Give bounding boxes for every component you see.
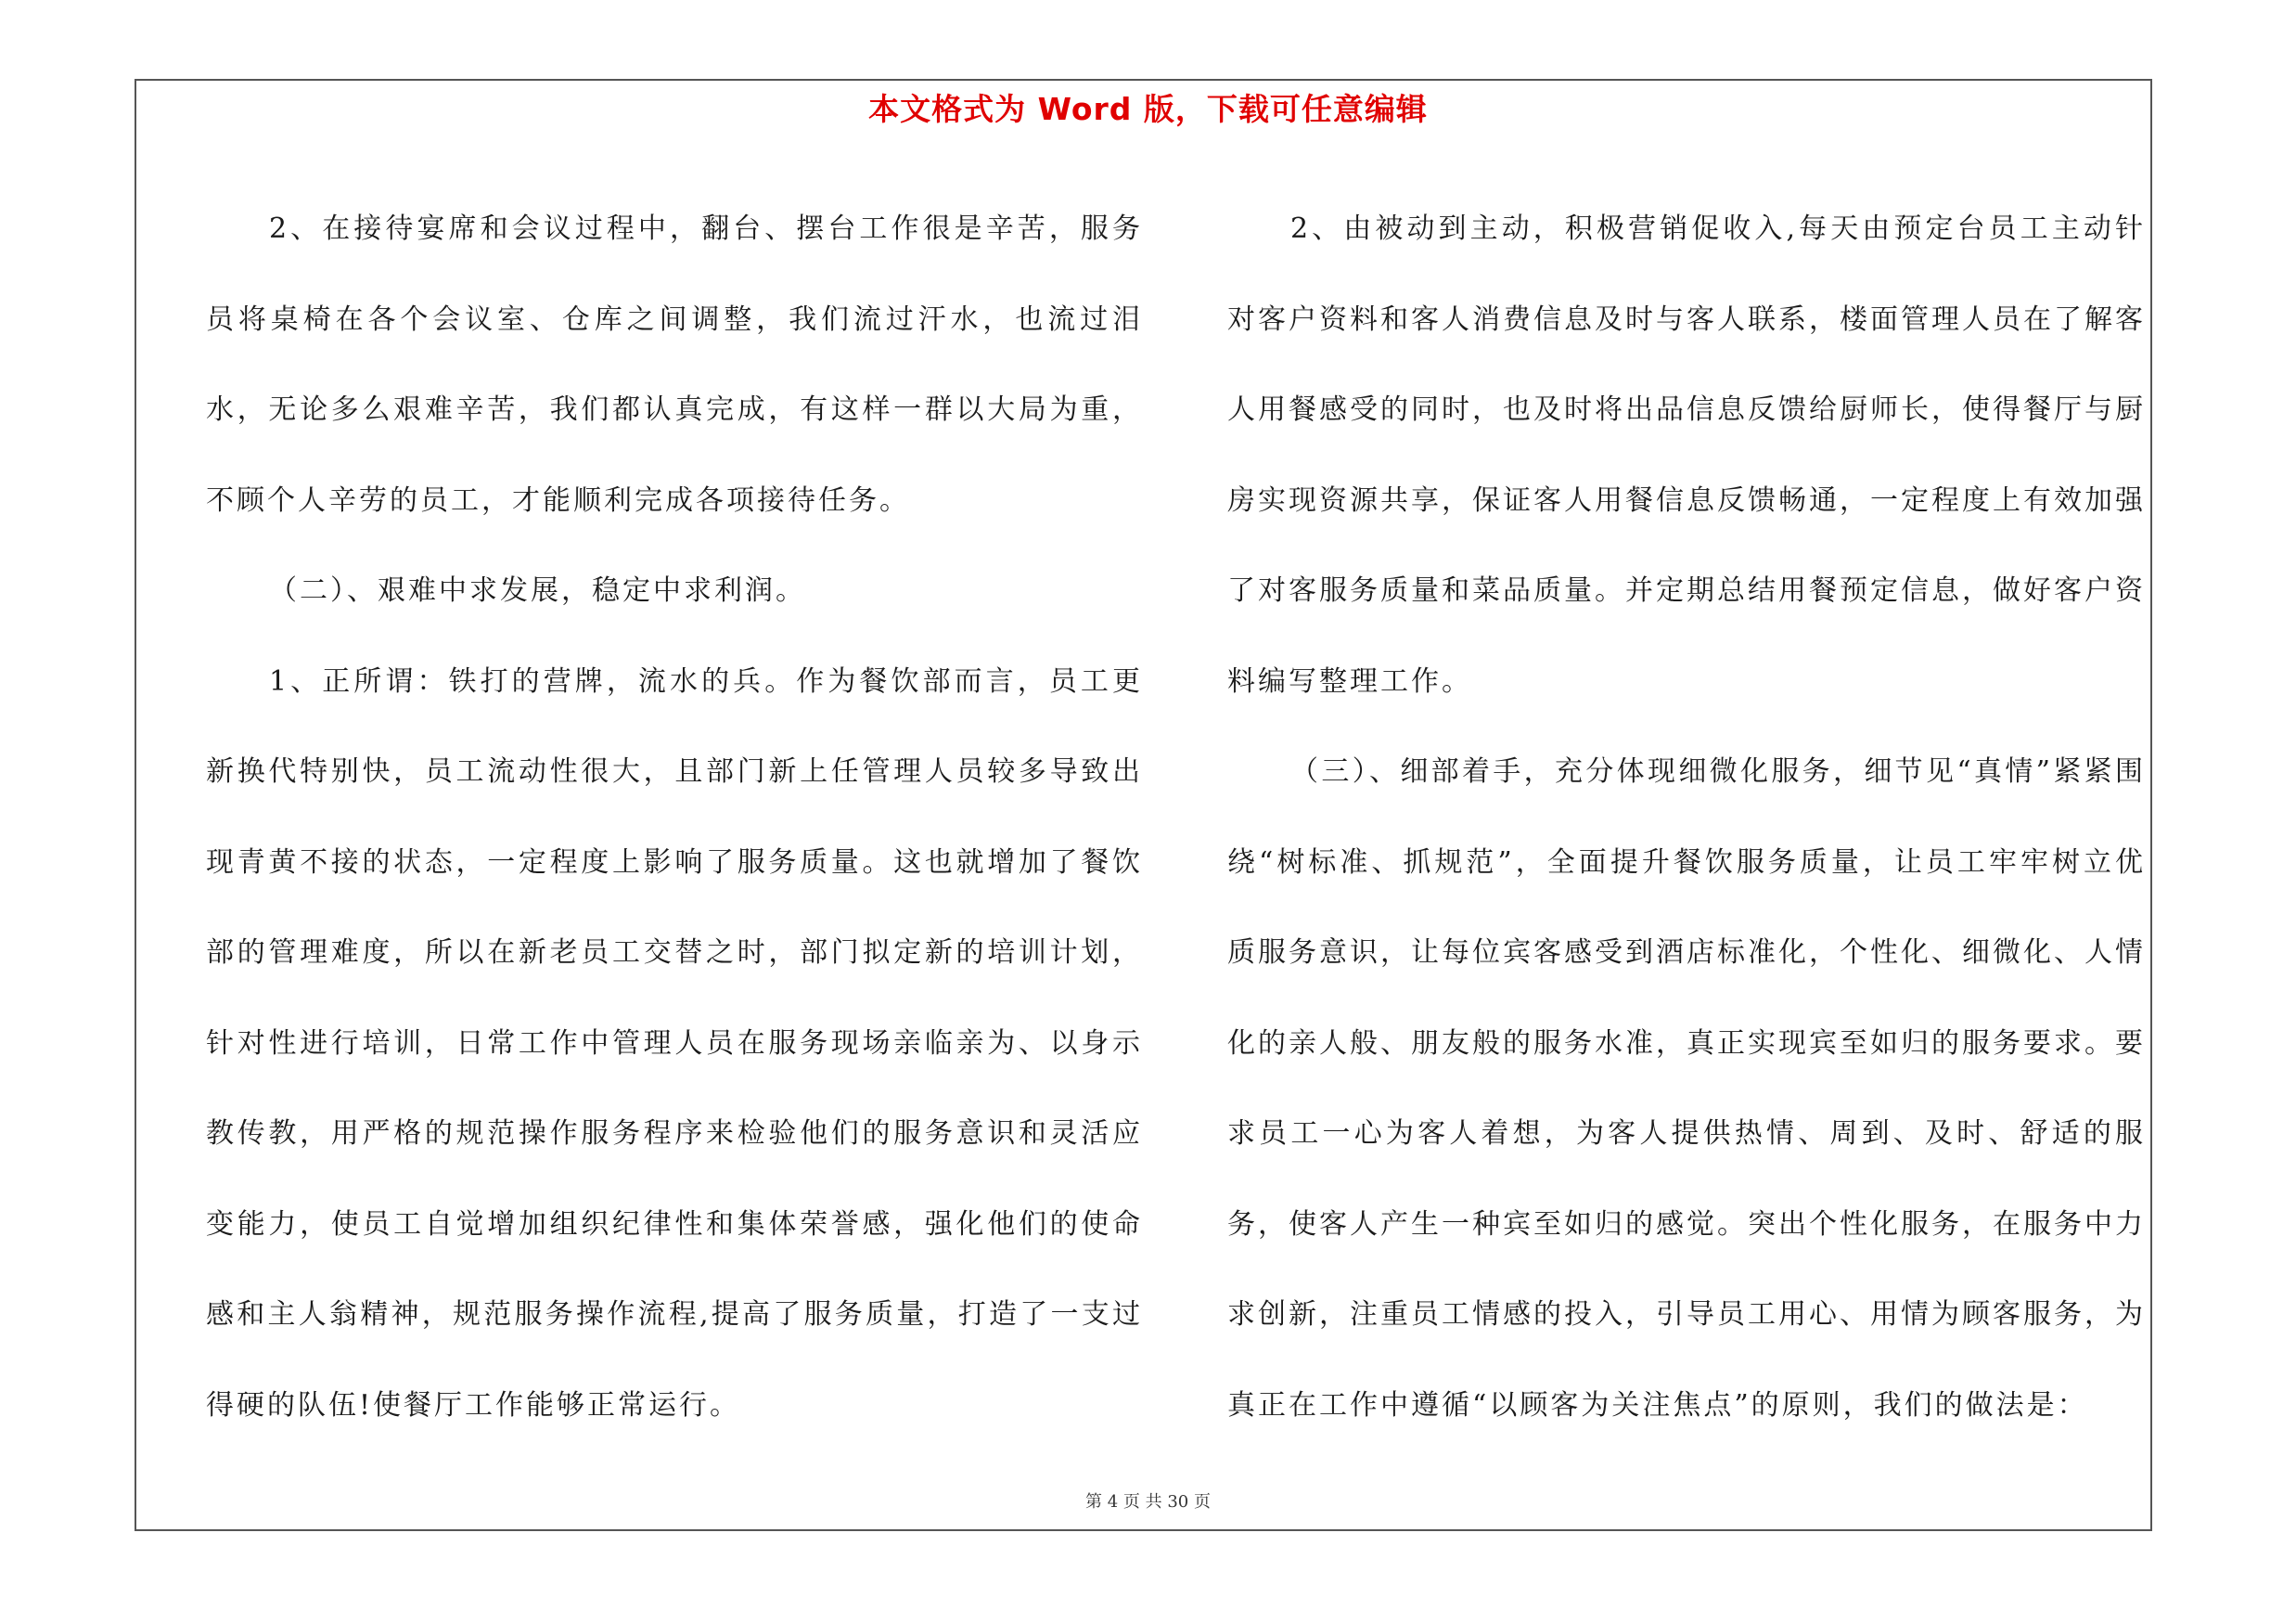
section-heading-development: （二）、艰难中求发展，稳定中求利润。 (269, 574, 806, 607)
document-header-notice: 本文格式为 Word 版，下载可任意编辑 (868, 91, 1428, 127)
left-text-column (206, 184, 1143, 1450)
right-text-column (1227, 184, 2146, 1450)
paragraph-reception-work: 2、在接待宴席和会议过程中，翻台、摆台工作很是辛苦，服务员将桌椅在各个会议室、仓库之间调整，我们流过汗水，也流过泪水，无论多么艰难辛苦，我们都认真完成，有这样一群以大局为重，不顾个人辛劳的员工，才能顺利完成各项接待任务。 (206, 213, 1143, 517)
page-number-footer: 第 4 页 共 30 页 (1085, 1492, 1211, 1512)
paragraph-detailed-service: （三）、细部着手，充分体现细微化服务，细节见“真情”紧紧围绕“树标准、抓规范”，全面提升餐饮服务质量，让员工牢牢树立优质服务意识，让每位宾客感受到酒店标准化，个性化、细微化、人情化的亲人般、朋友般的服务水准，真正实现宾至如归的服务要求。要求员工一心为客人着想，为客人提供热情、周到、及时、舒适的服务，使客人产生一种宾至如归的感觉。突出个性化服务，在服务中力求创新，注重员工情感的投入，引导员工用心、用情为顾客服务，为真正在工作中遵循“以顾客为关注焦点”的原则，我们的做法是： (1227, 755, 2146, 1422)
paragraph-staff-training: 1、正所谓：铁打的营牌，流水的兵。作为餐饮部而言，员工更新换代特别快，员工流动性很大，且部门新上任管理人员较多导致出现青黄不接的状态，一定程度上影响了服务质量。这也就增加了餐饮部的管理难度，所以在新老员工交替之时，部门拟定新的培训计划，针对性进行培训，日常工作中管理人员在服务现场亲临亲为、以身示教传教，用严格的规范操作服务程序来检验他们的服务意识和灵活应变能力，使员工自觉增加组织纪律性和集体荣誉感，强化他们的使命感和主人翁精神，规范服务操作流程,提高了服务质量，打造了一支过得硬的队伍!使餐厅工作能够正常运行。 (206, 664, 1143, 1422)
paragraph-active-marketing: 2、由被动到主动，积极营销促收入,每天由预定台员工主动针对客户资料和客人消费信息及时与客人联系，楼面管理人员在了解客人用餐感受的同时，也及时将出品信息反馈给厨师长，使得餐厅与厨房实现资源共享，保证客人用餐信息反馈畅通，一定程度上有效加强了对客服务质量和菜品质量。并定期总结用餐预定信息，做好客户资料编写整理工作。 (1227, 213, 2146, 698)
